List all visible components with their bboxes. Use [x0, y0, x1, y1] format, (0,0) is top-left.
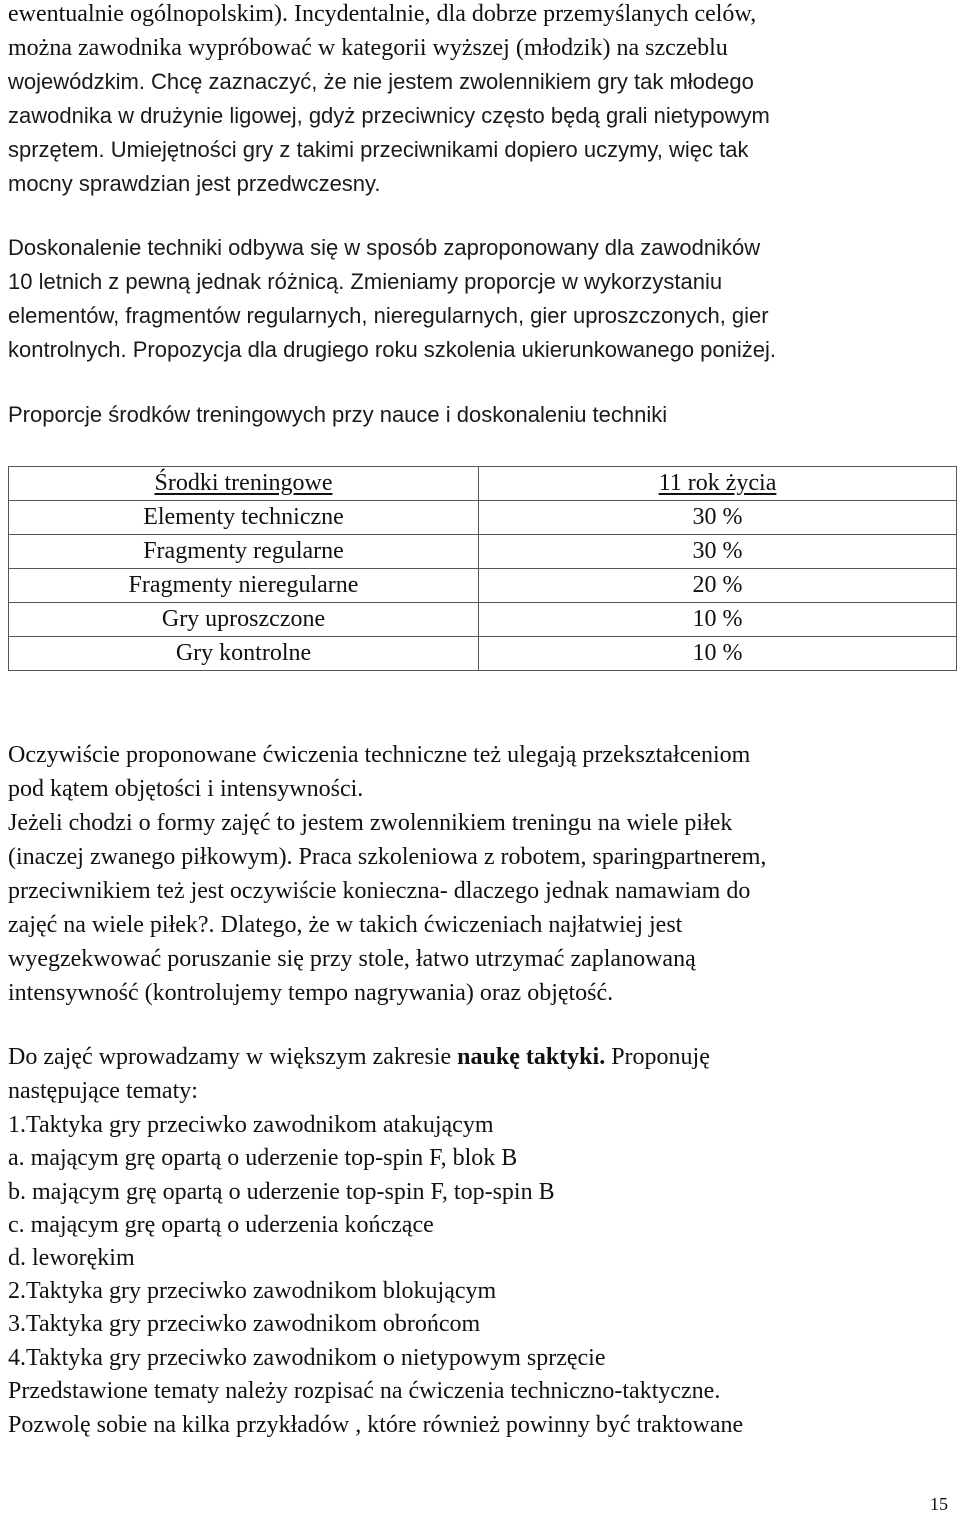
text-line: Przedstawione tematy należy rozpisać na ćwiczenia techniczno-taktyczne. — [8, 1378, 721, 1404]
table-caption: Proporcje środków treningowych przy nauce i doskonaleniu techniki — [8, 402, 668, 427]
list-item: b. mającym grę opartą o uderzenie top-spin F, top-spin B — [8, 1179, 555, 1205]
table-cell: Fragmenty nieregularne — [9, 569, 479, 603]
text-line: ewentualnie ogólnopolskim). Incydentalnie, dla dobrze przemyślanych celów, — [8, 1, 757, 27]
table-row — [9, 637, 957, 671]
table-cell: Fragmenty regularne — [9, 535, 479, 569]
table-header-cell — [479, 467, 957, 501]
text-line: Doskonalenie techniki odbywa się w sposób zaproponowany dla zawodników — [8, 235, 761, 260]
table-cell: 20 % — [479, 569, 957, 603]
text-run: Proponuję — [605, 1044, 710, 1070]
text-line: mocny sprawdzian jest przedwczesny. — [8, 171, 381, 196]
text-line: intensywność (kontrolujemy tempo nagrywania) oraz objętość. — [8, 980, 614, 1006]
text-line: Oczywiście proponowane ćwiczenia techniczne też ulegają przekształceniom — [8, 742, 751, 768]
list-item: a. mającym grę opartą o uderzenie top-spin F, blok B — [8, 1145, 518, 1171]
table-cell: Gry uproszczone — [9, 603, 479, 637]
text-line: zajęć na wiele piłek?. Dlatego, że w takich ćwiczeniach najłatwiej jest — [8, 912, 683, 938]
table-cell: 10 % — [479, 637, 957, 671]
text-line: Pozwolę sobie na kilka przykładów , które również powinny być traktowane — [8, 1412, 744, 1438]
table-row — [9, 603, 957, 637]
list-item: 4.Taktyka gry przeciwko zawodnikom o nietypowym sprzęcie — [8, 1345, 606, 1371]
table-header-row — [9, 467, 957, 501]
table-cell: 30 % — [479, 501, 957, 535]
text-line: przeciwnikiem też jest oczywiście konieczna- dlaczego jednak namawiam do — [8, 878, 751, 904]
text-line: (inaczej zwanego piłkowym). Praca szkoleniowa z robotem, sparingpartnerem, — [8, 844, 767, 870]
table-row — [9, 569, 957, 603]
text-line: Jeżeli chodzi o formy zajęć to jestem zwolennikiem treningu na wiele piłek — [8, 810, 733, 836]
text-line: sprzętem. Umiejętności gry z takimi przeciwnikami dopiero uczymy, więc tak — [8, 137, 749, 162]
text-line: kontrolnych. Propozycja dla drugiego roku szkolenia ukierunkowanego poniżej. — [8, 337, 777, 362]
text-line: zawodnika w drużynie ligowej, gdyż przeciwnicy często będą grali nietypowym — [8, 103, 770, 128]
header-label: Środki treningowe — [154, 470, 333, 496]
text-line — [8, 1040, 710, 1074]
table-header-cell — [9, 467, 479, 501]
bold-text: naukę taktyki. — [457, 1044, 606, 1070]
text-line: elementów, fragmentów regularnych, nieregularnych, gier uproszczonych, gier — [8, 303, 769, 328]
list-item: 1.Taktyka gry przeciwko zawodnikom atakującym — [8, 1112, 494, 1138]
header-label: 11 rok życia — [658, 470, 777, 496]
table-row — [9, 535, 957, 569]
page-number: 15 — [930, 1494, 948, 1514]
table-cell: Elementy techniczne — [9, 501, 479, 535]
text-line: wojewódzkim. Chcę zaznaczyć, że nie jestem zwolennikiem gry tak młodego — [8, 69, 754, 94]
list-item: c. mającym grę opartą o uderzenia kończące — [8, 1212, 434, 1238]
proportions-table — [8, 466, 957, 671]
text-line: pod kątem objętości i intensywności. — [8, 776, 364, 802]
text-run: Do zajęć wprowadzamy w większym zakresie — [8, 1044, 458, 1070]
list-item: 2.Taktyka gry przeciwko zawodnikom blokującym — [8, 1278, 497, 1304]
text-line: następujące tematy: — [8, 1078, 198, 1104]
table-cell: 30 % — [479, 535, 957, 569]
text-line: można zawodnika wypróbować w kategorii wyższej (młodzik) na szczeblu — [8, 35, 728, 61]
text-line: 10 letnich z pewną jednak różnicą. Zmieniamy proporcje w wykorzystaniu — [8, 269, 723, 294]
table-cell: 10 % — [479, 603, 957, 637]
table-cell: Gry kontrolne — [9, 637, 479, 671]
list-item: 3.Taktyka gry przeciwko zawodnikom obrońcom — [8, 1311, 481, 1337]
text-line: wyegzekwować poruszanie się przy stole, łatwo utrzymać zaplanowaną — [8, 946, 696, 972]
table-row — [9, 501, 957, 535]
list-item: d. leworękim — [8, 1245, 135, 1271]
